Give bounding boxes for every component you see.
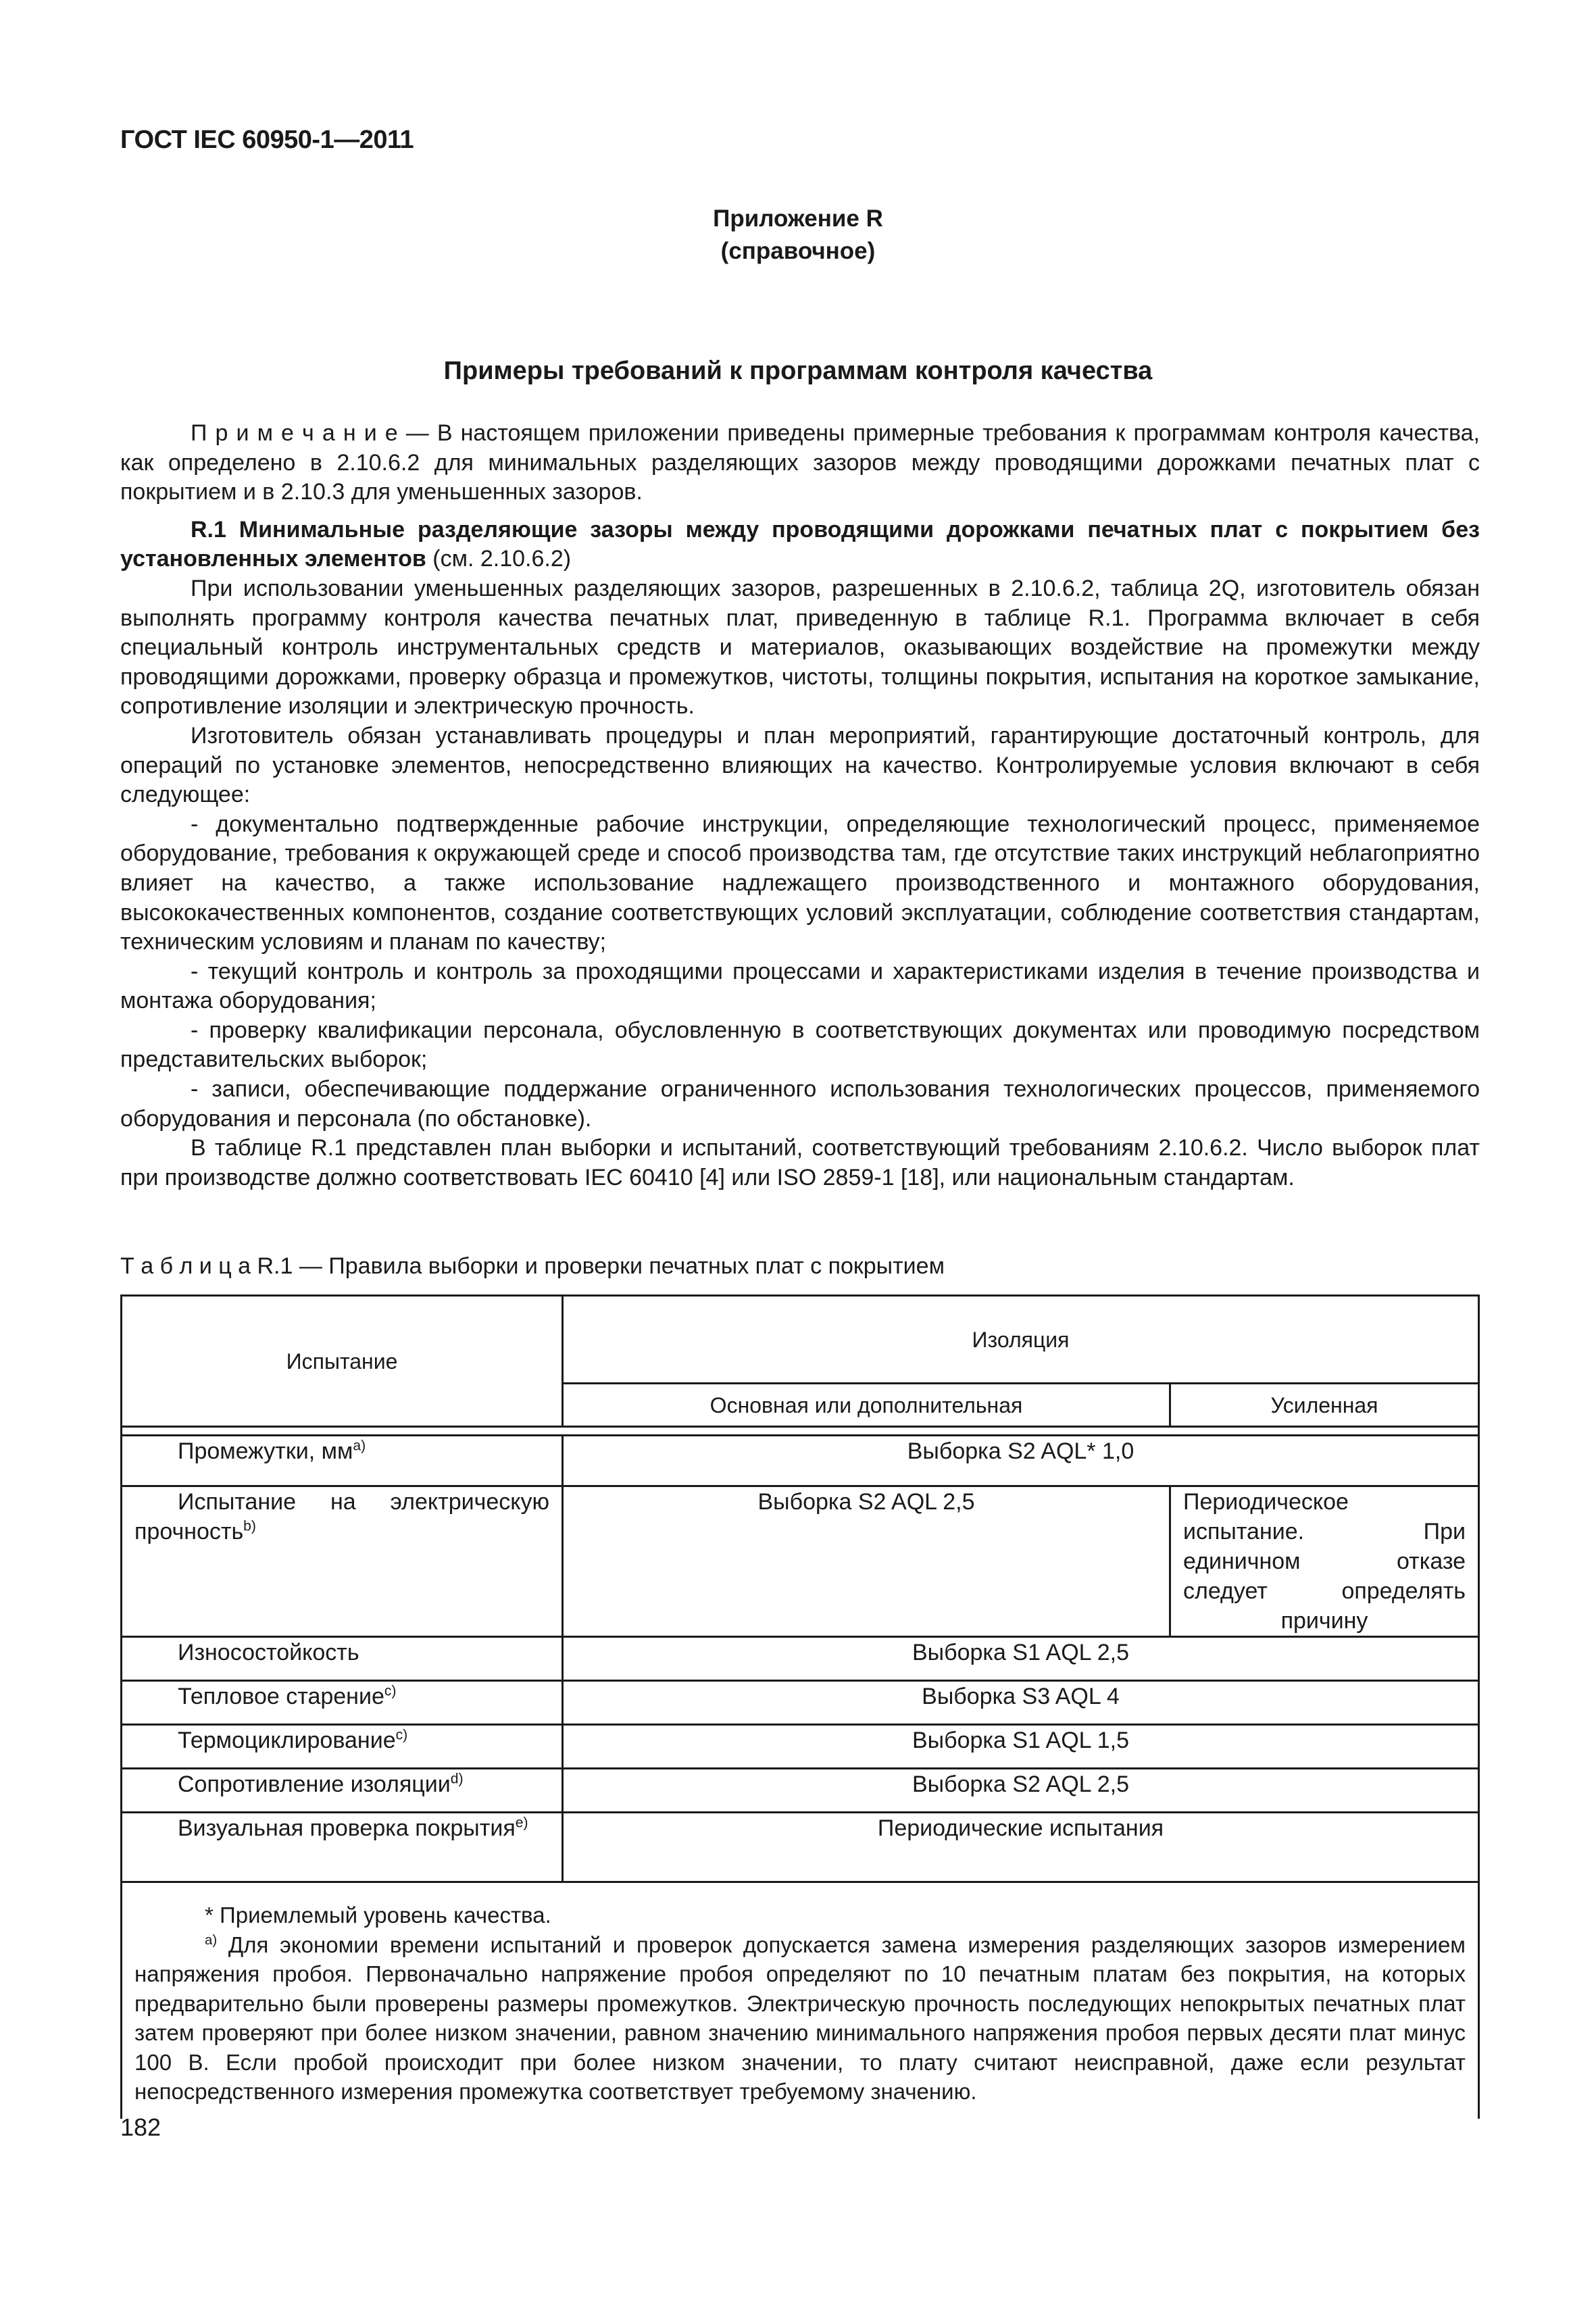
row-value: Выборка S1 AQL 2,5 <box>563 1637 1479 1681</box>
note-text: — В настоящем приложении приведены примерные требования к программам контроля качества, как определено в 2.10.6.2 для минимальных разделяющих зазоров между проводящими дорожками печатных плат с покрытием и в 2.10.3 для уменьшенных зазоров. <box>120 420 1480 505</box>
table-caption-lead: Т а б л и ц а <box>120 1253 251 1279</box>
row-test: Промежутки, $мм^{a)}$ <box>122 1436 563 1486</box>
section-heading <box>120 515 1480 574</box>
list-item: - записи, обеспечивающие поддержание ограниченного использования технологических процессов, применяемого оборудования и персонала (по обстановке). <box>120 1076 1480 1132</box>
table-notes <box>122 1882 1479 2119</box>
table-caption-text: R.1 — Правила выборки и проверки печатных плат с покрытием <box>251 1253 945 1279</box>
header-reinforced: Усиленная <box>1170 1384 1479 1427</box>
section-title: R.1 Минимальные разделяющие зазоры между проводящими дорожками печатных плат с покрытием без установленных элементов <box>120 516 1480 572</box>
row-test: Визуальная проверка покрытия$^{e)}$ <box>122 1813 563 1882</box>
row-test: Термоциклирование$^{c)}$ <box>122 1725 563 1769</box>
list-item: - текущий контроль и контроль за проходящими процессами и характеристиками изделия в течение производства и монтажа оборудования; <box>120 958 1480 1014</box>
annex-label: Приложение R <box>713 205 883 232</box>
sampling-table <box>120 1294 1480 2119</box>
annex-title: Примеры требований к программам контроля качества <box>443 357 1153 385</box>
note-lead: П р и м е ч а н и е <box>191 420 398 446</box>
paragraph: В таблице R.1 представлен план выборки и испытаний, соответствующий требованиям 2.10.6.2. Число выборок плат при производстве должно соответствовать IEC 60410 [4] или ISO 2859-1 [18], или национальным стандартам. <box>120 1135 1480 1190</box>
note-a: $^{a)}$ Для экономии времени испытаний и проверок допускается замена измерения разделяющих зазоров измерением напряжения пробоя. Первоначально напряжение пробоя определяют по 10 печатным платам без покрытия, на которых предварительно были проверены размеры промежутков. Электрическую прочность последующих непокрытых печатных плат затем проверяют при более низком значении, равном значению минимального напряжения пробоя первых десяти плат минус 100 В. Если пробой происходит при более низком значении, то плату считают неисправной, даже если результат непосредственного измерения промежутка соответствует требуемому значению. <box>134 1932 1466 2104</box>
annex-status: (справочное) <box>720 238 876 264</box>
row-test: Износостойкость <box>122 1637 563 1681</box>
row-value: Выборка S1 AQL 1,5 <box>563 1725 1479 1769</box>
row-value: Выборка S2 AQL* 1,0 <box>563 1436 1479 1486</box>
row-value-basic: Выборка S2 AQL 2,5 <box>563 1486 1170 1637</box>
page-number: 182 <box>120 2113 161 2141</box>
table-row <box>122 1813 1479 1882</box>
row-test: Тепловое старение$^{c)}$ <box>122 1681 563 1725</box>
list-item: - документально подтвержденные рабочие инструкции, определяющие технологический процесс, применяемое оборудование, требования к окружающей среде и способ производства там, где отсутствие таких инструкций неблагоприятно влияет на качество, а также использование надлежащего производственного и монтажного оборудования, высококачественных компонентов, создание соответствующих условий эксплуатации, соблюдение соответствия стандартам, техническим условиям и планам по качеству; <box>120 811 1480 955</box>
table-row <box>122 1725 1479 1769</box>
header-basic: Основная или дополнительная <box>563 1384 1170 1427</box>
table-caption <box>120 1251 945 1281</box>
section-ref: (см. 2.10.6.2) <box>426 546 572 572</box>
row-test: Сопротивление изоляции$^{d)}$ <box>122 1769 563 1813</box>
header-separator <box>122 1427 1479 1436</box>
body-text <box>120 419 1480 1192</box>
header-insulation: Изоляция <box>563 1296 1479 1384</box>
table-notes-row <box>122 1882 1479 2119</box>
row-value-reinforced: Периодическое испытание. При единичном отказе следует определять причину <box>1170 1486 1479 1637</box>
document-code: ГОСТ IEC 60950-1—2011 <box>120 126 414 154</box>
paragraph: Изготовитель обязан устанавливать процедуры и план мероприятий, гарантирующие достаточный контроль, для операций по установке элементов, непосредственно влияющих на качество. Контролируемые условия включают в себя следующее: <box>120 722 1480 808</box>
table-row <box>122 1769 1479 1813</box>
paragraph: При использовании уменьшенных разделяющих зазоров, разрешенных в 2.10.6.2, таблица 2Q, изготовитель обязан выполнять программу контроля качества печатных плат, приведенную в таблице R.1. Программа включает в себя специальный контроль инструментальных средств и материалов, оказывающих воздействие на промежутки между проводящими дорожками, проверку образца и промежутков, чистоты, толщины покрытия, испытания на короткое замыкание, сопротивление изоляции и электрическую прочность. <box>120 575 1480 720</box>
row-value: Периодические испытания <box>563 1813 1479 1882</box>
table-row <box>122 1486 1479 1637</box>
table-row <box>122 1681 1479 1725</box>
row-test: Испытание на электрическую прочность$^{b)}$ <box>122 1486 563 1637</box>
header-test: Испытание <box>122 1296 563 1427</box>
row-value: Выборка S2 AQL 2,5 <box>563 1769 1479 1813</box>
list-item: - проверку квалификации персонала, обусловленную в соответствующих документах или проводимую посредством представительских выборок; <box>120 1017 1480 1073</box>
table-row <box>122 1436 1479 1486</box>
annex-heading <box>0 203 1596 268</box>
table-row <box>122 1637 1479 1681</box>
note-star: * Приемлемый уровень качества. <box>205 1903 551 1928</box>
note-paragraph <box>120 419 1480 507</box>
row-value: Выборка S3 AQL 4 <box>563 1681 1479 1725</box>
